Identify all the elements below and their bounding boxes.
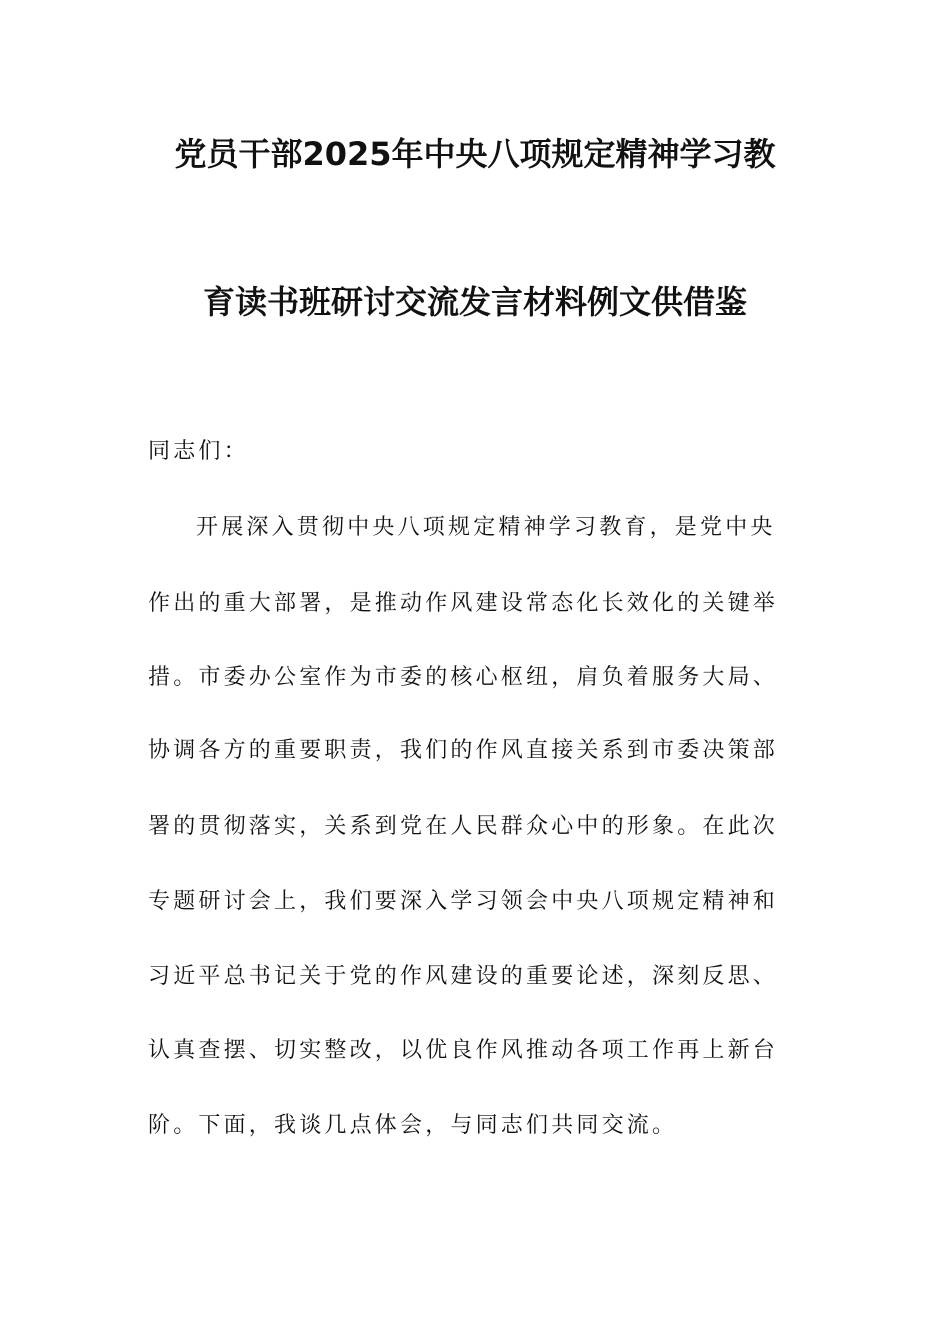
paragraph-line: 习近平总书记关于党的作风建设的重要论述，深刻反思、 [148, 964, 779, 989]
paragraph-line: 阶。下面，我谈几点体会，与同志们共同交流。 [148, 1113, 678, 1138]
paragraph-line: 认真查摆、切实整改，以优良作风推动各项工作再上新台 [148, 1038, 779, 1063]
salutation: 同志们： [148, 439, 249, 464]
document-title-line-2: 育读书班研讨交流发言材料例文供借鉴 [202, 283, 747, 321]
paragraph-line: 措。市委办公室作为市委的核心枢纽，肩负着服务大局、 [148, 665, 779, 690]
paragraph-line: 开展深入贯彻中央八项规定精神学习教育，是党中央 [196, 515, 776, 540]
paragraph-line: 协调各方的重要职责，我们的作风直接关系到市委决策部 [148, 738, 779, 763]
document-title-line-1: 党员干部2025年中央八项规定精神学习教 [174, 135, 776, 173]
paragraph-line: 署的贯彻落实，关系到党在人民群众心中的形象。在此次 [148, 814, 779, 839]
paragraph-line: 专题研讨会上，我们要深入学习领会中央八项规定精神和 [148, 889, 779, 914]
paragraph-line: 作出的重大部署，是推动作风建设常态化长效化的关键举 [148, 591, 779, 616]
